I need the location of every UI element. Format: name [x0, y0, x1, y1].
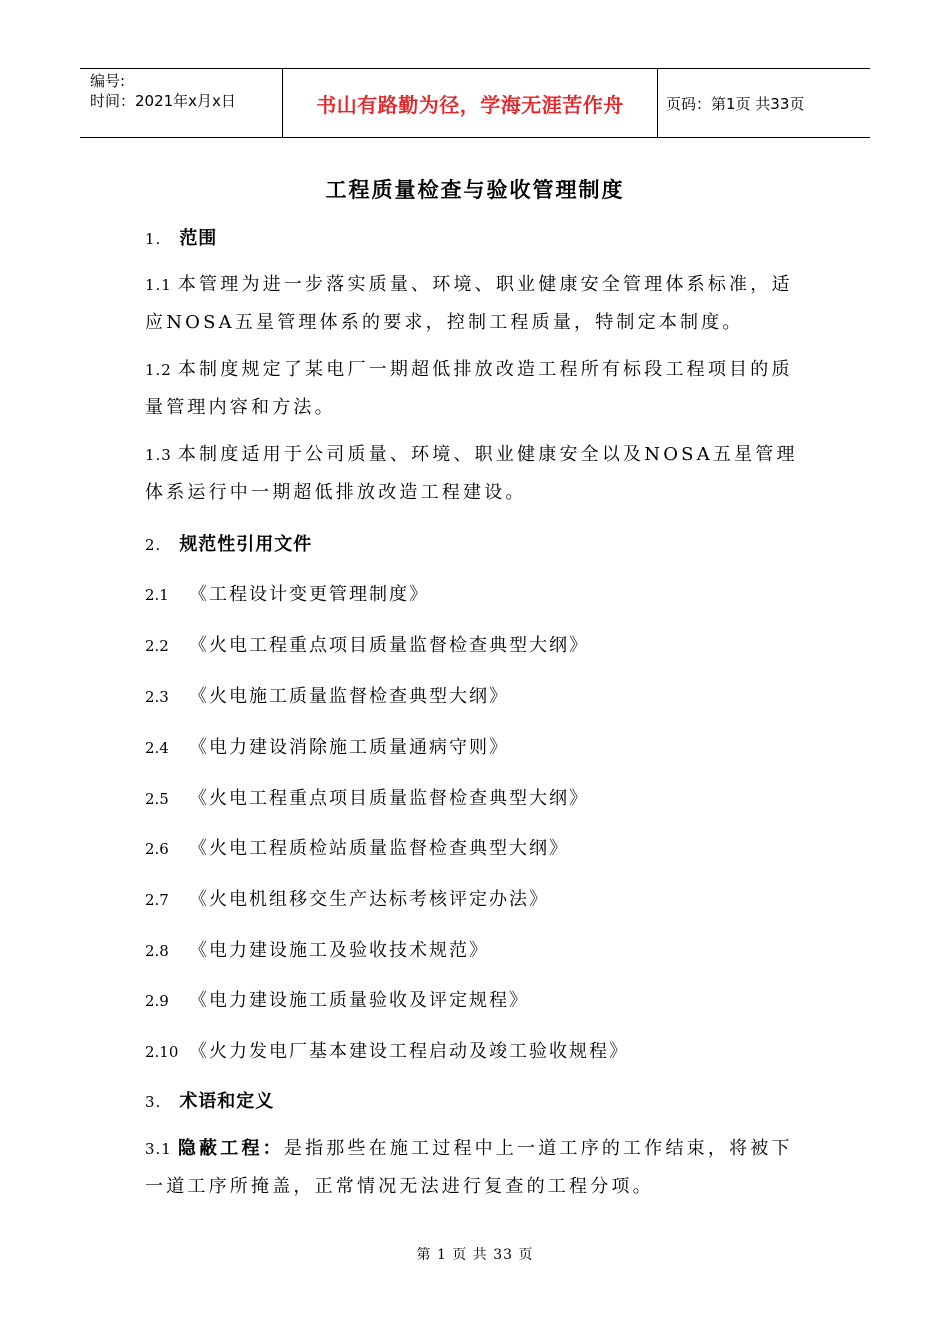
section-number: 1. — [145, 230, 162, 248]
reference-number: 2.8 — [145, 942, 169, 960]
paragraph-number: 1.3 — [145, 446, 172, 464]
reference-item — [145, 936, 489, 962]
reference-number: 2.3 — [145, 688, 169, 706]
reference-title: 《电力建设消除施工质量通病守则》 — [189, 737, 509, 758]
reference-number: 2.1 — [145, 586, 169, 604]
section-title: 术语和定义 — [179, 1091, 275, 1112]
section-number: 2. — [145, 536, 162, 554]
reference-item — [145, 733, 509, 759]
page-footer: 第 1 页 共 33 页 — [416, 1247, 534, 1263]
header-motto: 书山有路勤为径，学海无涯苦作舟 — [282, 69, 658, 137]
section-heading-1 — [145, 224, 217, 250]
reference-title: 《电力建设施工及验收技术规范》 — [189, 940, 489, 961]
section-heading-3 — [145, 1087, 274, 1113]
paragraph-text: 本管理为进一步落实质量、环境、职业健康安全管理体系标准，适应NOSA五星管理体系的要求，控制工程质量，特制定本制度。 — [145, 274, 793, 333]
section-title: 规范性引用文件 — [179, 534, 313, 555]
document-title: 工程质量检查与验收管理制度 — [325, 177, 625, 202]
reference-number: 2.9 — [145, 992, 169, 1010]
paragraph-1-2 — [145, 351, 810, 427]
reference-item — [145, 834, 569, 860]
reference-item — [145, 631, 589, 657]
reference-item — [145, 784, 589, 810]
reference-title: 《火电机组移交生产达标考核评定办法》 — [189, 889, 549, 910]
header-meta — [80, 69, 282, 137]
paragraph-text: 本制度适用于公司质量、环境、职业健康安全以及NOSA五星管理体系运行中一期超低排放改造工程建设。 — [145, 444, 798, 503]
term-name: 隐蔽工程： — [177, 1138, 284, 1159]
reference-number: 2.4 — [145, 739, 169, 757]
reference-item — [145, 682, 509, 708]
paragraph-3-1 — [145, 1130, 810, 1206]
reference-number: 2.5 — [145, 790, 169, 808]
reference-title: 《火电工程重点项目质量监督检查典型大纲》 — [189, 788, 589, 809]
doc-number-label: 编号: — [90, 72, 126, 90]
header-page-label: 页码：第1页 共33页 — [666, 94, 805, 113]
paragraph-1-3 — [145, 436, 810, 512]
reference-title: 《火电工程质检站质量监督检查典型大纲》 — [189, 838, 569, 859]
term-definition: 是指那些在施工过程中上一道工序的工作结束，将被下一道工序所掩盖，正常情况无法进行复查的工程分项。 — [145, 1138, 793, 1197]
reference-number: 2.6 — [145, 840, 169, 858]
page-header — [80, 68, 870, 138]
reference-title: 《电力建设施工质量验收及评定规程》 — [189, 990, 529, 1011]
paragraph-number: 1.1 — [145, 276, 172, 294]
paragraph-number: 3.1 — [145, 1140, 172, 1158]
reference-item — [145, 986, 529, 1012]
paragraph-1-1 — [145, 266, 810, 342]
section-heading-2 — [145, 530, 312, 556]
reference-number: 2.2 — [145, 637, 169, 655]
section-number: 3. — [145, 1093, 162, 1111]
reference-title: 《工程设计变更管理制度》 — [189, 584, 429, 605]
section-title: 范围 — [179, 228, 218, 249]
paragraph-text: 本制度规定了某电厂一期超低排放改造工程所有标段工程项目的质量管理内容和方法。 — [145, 359, 793, 418]
reference-number: 2.10 — [145, 1043, 179, 1061]
reference-item — [145, 1037, 629, 1063]
reference-title: 《火电施工质量监督检查典型大纲》 — [189, 686, 509, 707]
reference-number: 2.7 — [145, 891, 169, 909]
paragraph-number: 1.2 — [145, 361, 172, 379]
reference-item — [145, 885, 549, 911]
doc-time-label: 时间：2021年x月x日 — [90, 92, 236, 110]
reference-item — [145, 580, 429, 606]
reference-title: 《火电工程重点项目质量监督检查典型大纲》 — [189, 635, 589, 656]
reference-title: 《火力发电厂基本建设工程启动及竣工验收规程》 — [189, 1041, 629, 1062]
